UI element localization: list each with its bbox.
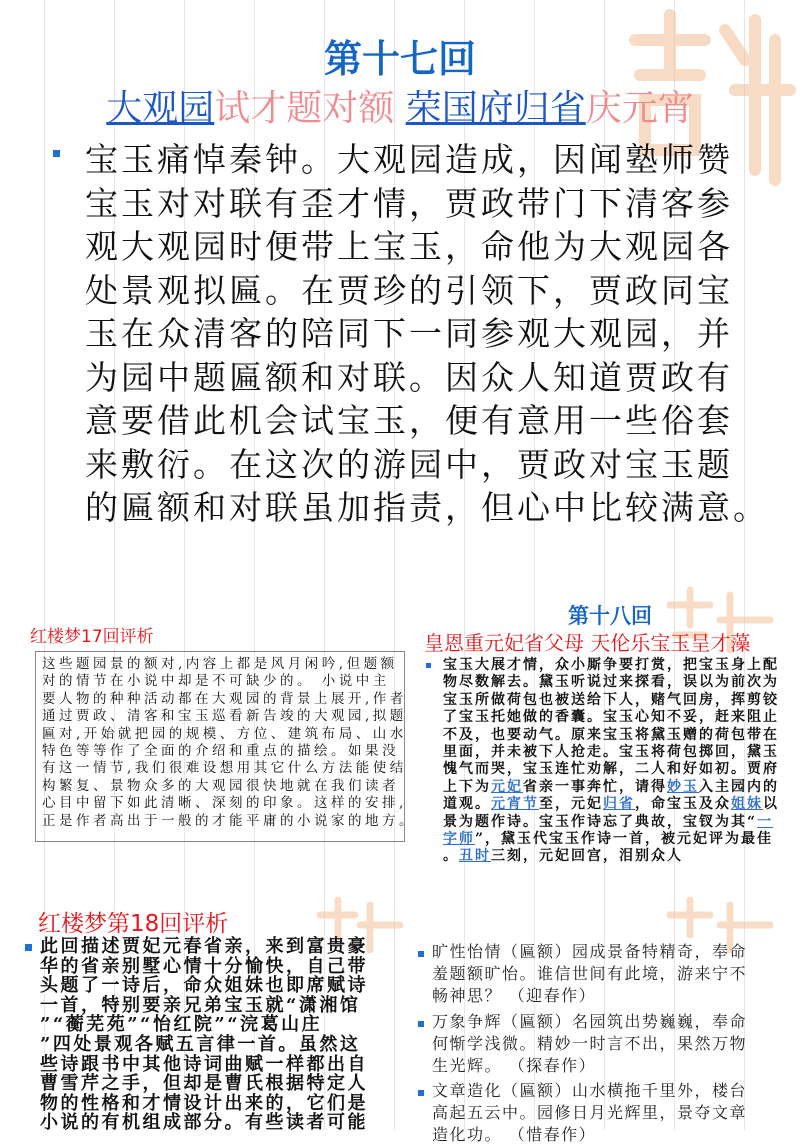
text-line: 造化功。 （惜春作） [432, 1125, 597, 1144]
poem-item [432, 941, 747, 1007]
text-line: 一首，特别要亲兄弟宝玉就“潇湘馆 [40, 994, 361, 1016]
chapter-18-subtitle: 皇恩重元妃省父母 天伦乐宝玉呈才藻 [424, 631, 751, 655]
text-line: 观大观园时便带上宝玉，命他为大观园各 [85, 227, 733, 266]
term-link[interactable]: 一 [757, 813, 774, 830]
text-line: ”四处景观各赋五言律一首。虽然这 [40, 1033, 361, 1055]
term-link[interactable]: 姐妹 [731, 796, 763, 813]
text-line: 此回描述贾妃元春省亲，来到富贵豪 [40, 936, 368, 957]
text-line: 物的性格和才情设计出来的，它们是 [40, 1092, 368, 1114]
text-segment: ，命宝玉及众 [635, 796, 731, 813]
poem-item [432, 1080, 747, 1146]
text-segment: 三刻，元妃回宫，泪别众人 [491, 848, 683, 865]
review-18-title: 红楼梦第18回评析 [38, 911, 229, 937]
text-line: 些诗跟书中其他诗词曲赋一样都出自 [40, 1053, 368, 1075]
chapter-17-title: 第十七回 [323, 37, 476, 81]
text-line [443, 796, 779, 813]
text-line: 宝玉痛悼秦钟。大观园造成，因闻塾师赞 [85, 140, 733, 179]
text-line [443, 831, 779, 848]
text-segment: 不及，也要动气。原来宝玉将黛玉赠的荷包带在 [443, 726, 779, 743]
chapter-18-title: 第十八回 [568, 604, 652, 628]
text-line [443, 657, 779, 674]
term-link[interactable]: 归省 [603, 796, 635, 813]
text-line [443, 814, 779, 831]
review-18-body [40, 937, 368, 1133]
text-segment: ”，黛玉代宝玉作诗一首，被元妃评为最佳 [475, 831, 774, 848]
text-line: 曹雪芹之手，但却是曹氏根据特定人 [40, 1073, 368, 1095]
text-line [443, 848, 779, 865]
text-segment: 里面，并未被下人抢走。宝玉将荷包掷回，黛玉 [443, 744, 779, 761]
text-line: 的匾额和对联虽加指责，但心中比较满意。 [85, 488, 769, 527]
bullet-icon [53, 150, 60, 157]
text-segment: 。 [443, 848, 459, 865]
term-link[interactable]: 字师 [443, 831, 475, 848]
text-line: 羞题额旷怡。谁信世间有此境，游来宁不 [432, 964, 748, 983]
chapter-18-summary [443, 657, 779, 866]
bullet-icon [418, 1090, 424, 1096]
subtitle-text: 试才题对额 [214, 88, 406, 129]
text-line [443, 779, 779, 796]
text-segment: 上下为 [443, 778, 491, 795]
text-line: 构繁复、景物众多的大观园很快地就在我们读者 [42, 777, 399, 794]
text-line: 心目中留下如此清晰、深刻的印象。这样的安排, [42, 795, 407, 812]
text-line: 处景观拟匾。在贾珍的引领下，贾政同宝 [85, 270, 733, 310]
text-line [443, 674, 779, 691]
text-segment: 省亲一事奔忙，请得 [523, 778, 667, 795]
text-segment: 至，元妃 [539, 796, 603, 813]
text-line: 正是作者高出于一般的才能平庸的小说家的地方。 [42, 812, 416, 829]
bullet-icon [418, 951, 424, 957]
subtitle-link[interactable]: 大观园 [106, 88, 215, 129]
text-line: 头题了一诗后，命众姐妹也即席赋诗 [40, 975, 368, 997]
text-line: 小说的有机组成部分。有些读者可能 [40, 1112, 368, 1134]
text-line: 通过贾政、清客和宝玉巡看新告竣的大观园,拟题 [42, 708, 407, 725]
text-line: 玉在众清客的陪同下一同参观大观园，并 [85, 314, 733, 353]
text-line: 生光辉。 （探春作） [432, 1056, 597, 1075]
text-line: 高起五云中。园修日月光辉里，景夺文章 [432, 1103, 748, 1122]
chapter-17-subtitle [0, 80, 800, 131]
text-segment: 物尽数解去。黛玉听说过来探看，误以为前次为 [443, 674, 779, 691]
bullet-icon [418, 1021, 424, 1027]
review-17-title: 红楼梦17回评析 [30, 627, 154, 647]
text-line: 匾对,开始就把园的规模、方位、建筑布局、山水 [42, 725, 407, 742]
term-link[interactable]: 元宵节 [491, 796, 539, 813]
text-line [443, 692, 779, 709]
text-line: 对的情节在小说中却是不可缺少的。 小说中主 [42, 673, 390, 690]
text-segment: 宝玉大展才情，众小厮争要打赏，把宝玉身上配 [443, 657, 779, 673]
bullet-icon [426, 663, 431, 668]
text-line: 文章造化（匾额）山水横拖千里外，楼台 [432, 1081, 748, 1100]
text-segment: 宝玉所做荷包也被送给下人，赌气回房，挥剪铰 [443, 691, 779, 708]
text-line: 特色等等作了全面的介绍和重点的描绘。如果没 [42, 743, 399, 760]
text-line: 有这一情节,我们很难设想用其它什么方法能使结 [42, 760, 407, 777]
text-line: 为园中题匾额和对联。因众人知道贾政有 [85, 357, 733, 397]
text-segment: 以 [763, 796, 779, 813]
subtitle-text: 庆元宵 [585, 88, 694, 129]
review-17-box [35, 651, 416, 842]
chapter-17-summary [85, 138, 769, 530]
text-line: 万象争辉（匾额）名园筑出势巍巍，奉命 [432, 1012, 748, 1031]
term-link[interactable]: 妙玉 [667, 778, 699, 795]
term-link[interactable]: 丑时 [459, 848, 491, 865]
text-segment: 入主园内的 [699, 778, 779, 795]
text-line: 来敷衍。在这次的游园中，贾政对宝玉题 [85, 444, 733, 484]
text-segment: 愧气而哭，宝玉连忙劝解，二人和好如初。贾府 [443, 761, 779, 778]
text-segment: 景为题作诗。宝玉作诗忘了典故，宝钗为其“ [443, 813, 758, 830]
text-line: 畅神思？ （迎春作） [432, 986, 597, 1005]
text-segment: 道观。 [443, 796, 491, 813]
poem-item [432, 1011, 747, 1077]
text-line: 要人物的种种活动都在大观园的背景上展开,作者 [42, 690, 407, 707]
text-line: 何惭学浅微。精妙一时言不出，果然万物 [432, 1034, 748, 1053]
text-line [443, 709, 779, 726]
text-line: 华的省亲别墅心情十分愉快，自己带 [40, 955, 368, 977]
text-line [443, 744, 779, 761]
subtitle-link[interactable]: 荣国府归省 [405, 88, 586, 129]
text-line: 这些题园景的额对,内容上都是风月闲吟,但题额 [42, 656, 398, 672]
text-line: 旷性怡情（匾额）园成景备特精奇，奉命 [432, 942, 748, 961]
bullet-icon [25, 944, 32, 951]
text-line [443, 727, 779, 744]
text-segment: 了宝玉托她做的香囊。宝玉心知不妥，赶来阻止 [443, 709, 779, 726]
text-line [443, 761, 779, 778]
text-line: 意要借此机会试宝玉，便有意用一些俗套 [85, 401, 733, 440]
text-line: ”“蘅芜苑”“怡红院”“浣葛山庄 [40, 1014, 323, 1036]
term-link[interactable]: 元妃 [491, 778, 523, 795]
text-line: 宝玉对对联有歪才情，贾政带门下清客参 [85, 183, 733, 223]
